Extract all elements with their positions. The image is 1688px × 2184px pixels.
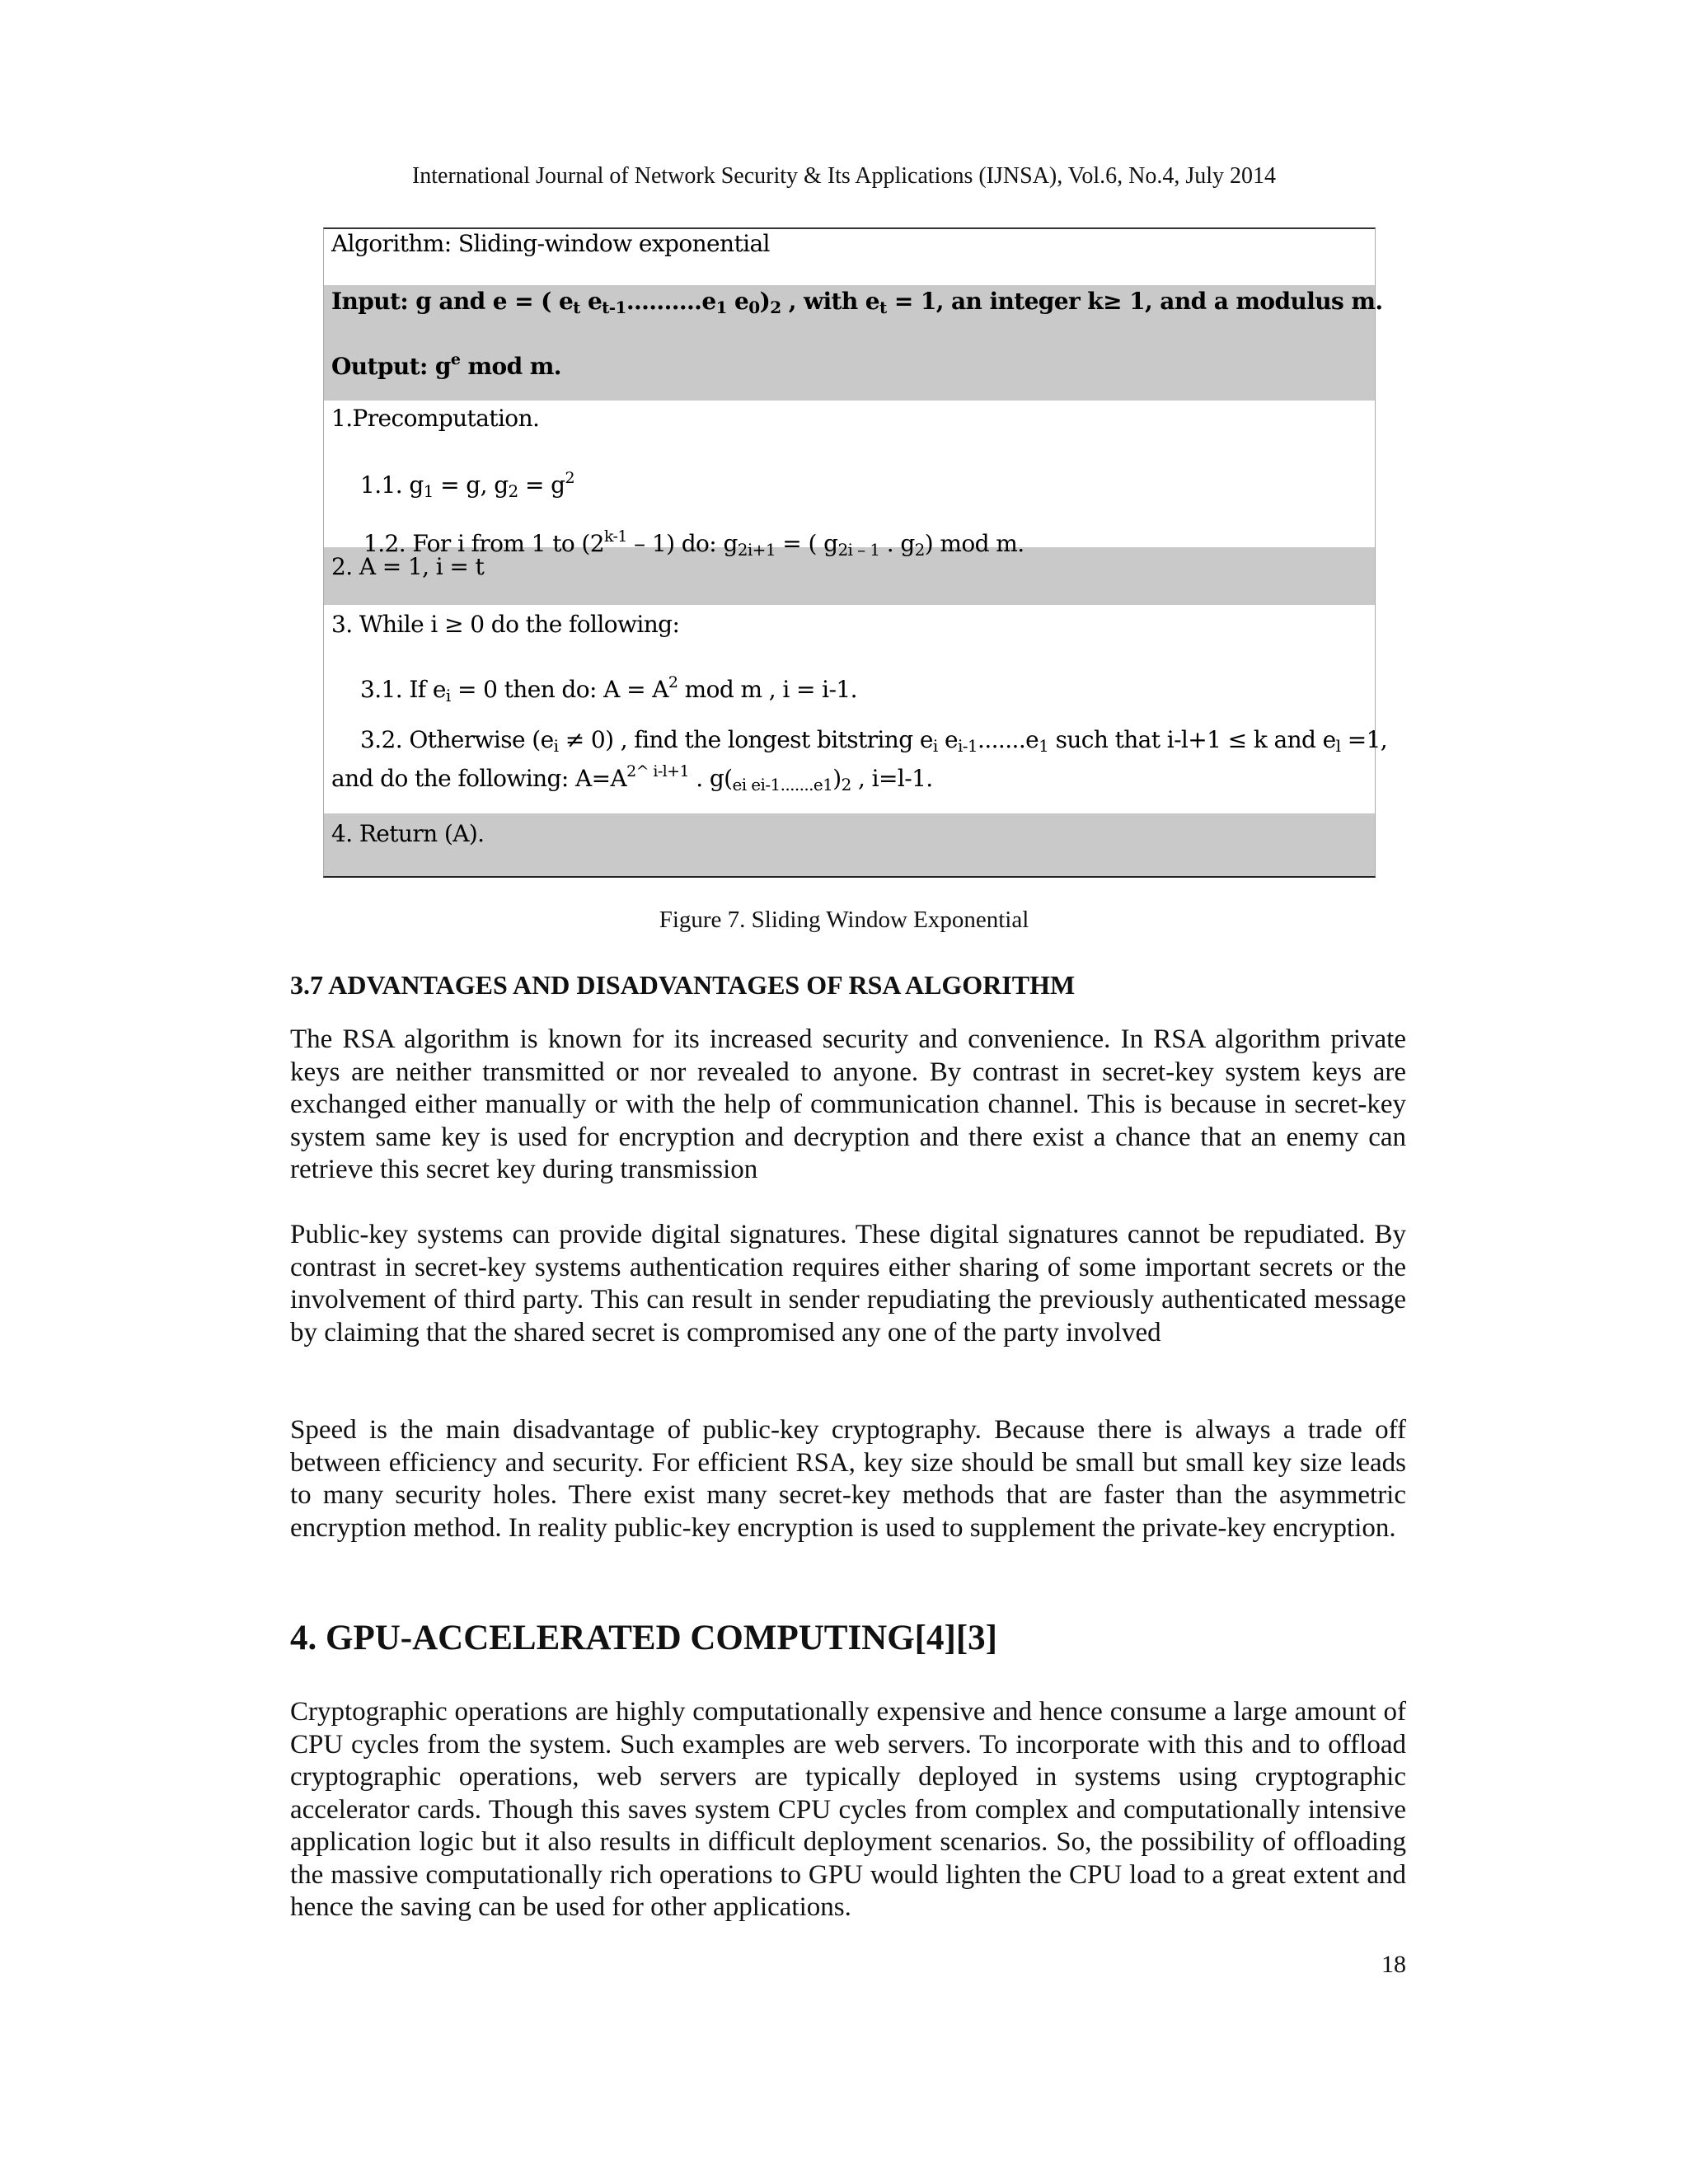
step-2: 2. A = 1, i = t	[331, 553, 485, 580]
algorithm-box	[323, 227, 1388, 878]
section-heading: 3.7 ADVANTAGES AND DISADVANTAGES OF RSA ALGORITHM	[290, 970, 1076, 1000]
paragraph-gpu: Cryptographic operations are highly computationally expensive and hence consume a large amount of CPU cycles from the system. Such examples are web servers. To incorporate with this and to offload cryptographic operations, web servers are typically deployed in systems using cryptographic accelerator cards. Though this saves system CPU cycles from complex and computationally intensive application logic but it also results in difficult deployment scenarios. So, the possibility of offloading the massive computationally rich operations to GPU would lighten the CPU load to a great extent and hence the saving can be used for other applications.	[290, 1697, 1406, 1922]
step-4: 4. Return (A).	[331, 820, 485, 847]
paragraph-rsa-security: The RSA algorithm is known for its increased security and convenience. In RSA algorithm private keys are neither transmitted or nor revealed to anyone. By contrast in secret-key system keys are exchanged either manually or with the help of communication channel. This is because in secret-key system same key is used for encryption and decryption and there exist a chance that an enemy can retrieve this secret key during transmission	[290, 1024, 1406, 1184]
step-3: 3. While i ≥ 0 do the following:	[331, 611, 680, 638]
algorithm-title: Algorithm: Sliding-window exponential	[331, 230, 770, 257]
paragraph-digital-signatures: Public-key systems can provide digital signatures. These digital signatures cannot be repudiated. By contrast in secret-key systems authentication requires either sharing of some important secrets or the involvement of third party. This can result in sender repudiating the previously authenticated message by claiming that the shared secret is compromised any one of the party involved	[290, 1220, 1406, 1347]
step-3-2-continued: and do the following: $A=A^{2\^{} i-l+1}$ . $g(_{ei ei-1.......e1})_2$ , i=l-1.	[331, 762, 933, 794]
paragraph-speed: Speed is the main disadvantage of public-key cryptography. Because there is always a trade off between efficiency and security. For efficient RSA, key size should be small but small key size leads to many security holes. There exist many secret-key methods that are faster than the asymmetric encryption method. In reality public-key encryption is used to supplement the private-key encryption.	[290, 1415, 1406, 1543]
algorithm-output: Output: $g^e$ mod m.	[331, 350, 561, 380]
page-number: 18	[1381, 1951, 1406, 1978]
step-1: 1.Precomputation.	[331, 405, 540, 432]
step-1-2: 1.2. For i from 1 to (2$^{k-1}$ – 1) do: $g_{2i+1}$ = ( $g_{2i - 1}$ . $g_2$) mod m.	[363, 527, 1025, 560]
step-3-2: 3.2. Otherwise $(e_i \ne 0)$ , find the longest bitstring $e_i$ $e_{i-1}.......e_1$ such that i-l+1 ≤ k and $e_l =1$,	[360, 726, 1388, 756]
chapter-heading: 4. GPU-ACCELERATED COMPUTING[4][3]	[290, 1619, 997, 1657]
algorithm-input: Input: g and e = ( $e_t$ $e_{t-1}..........e_1$ $e_0)_2$ , with $e_t = 1$, an integer k≥ 1, and a modulus m.	[331, 288, 1383, 317]
step-3-1: 3.1. If $e_i = 0$ then do: $A = A^2$ mod m , i = i-1.	[360, 673, 857, 705]
running-header: International Journal of Network Security & Its Applications (IJNSA), Vol.6, No.4, July 2014	[411, 163, 1277, 189]
figure-caption: Figure 7. Sliding Window Exponential	[659, 907, 1029, 933]
step-1-1: 1.1. $g_1 = g$, $g_2 = g^2$	[360, 469, 574, 501]
